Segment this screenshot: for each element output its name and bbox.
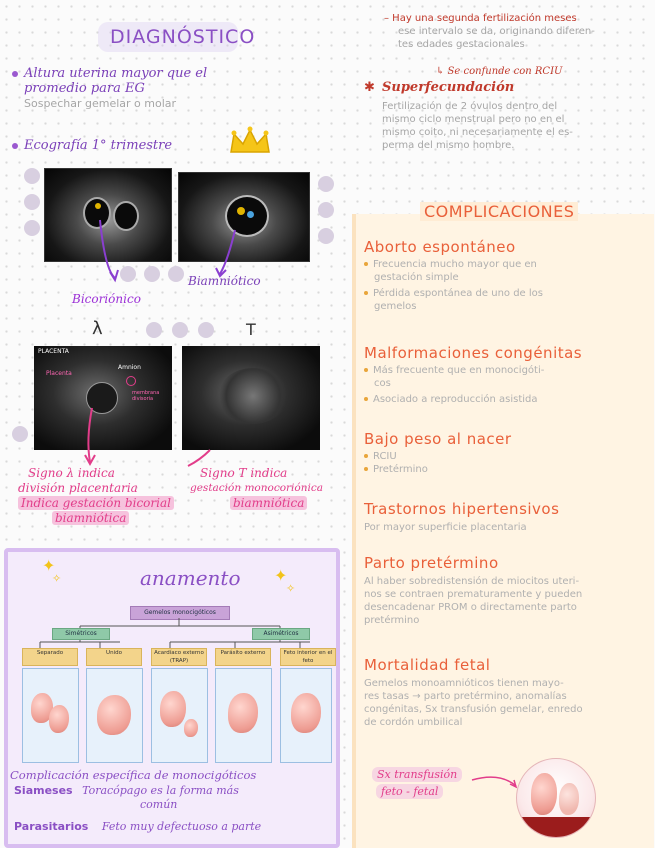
section-line: Por mayor superficie placentaria: [364, 522, 527, 533]
section-bullet: Más frecuente que en monocigóti-: [373, 365, 545, 376]
star-icon: ✱: [364, 80, 375, 95]
section-line: congénitas, Sx transfusión gemelar, enredo: [364, 704, 583, 715]
lambda-line: Signo λ indica: [28, 466, 115, 480]
bullet-dot: [364, 262, 368, 266]
tree-leaf: Feto interior en el feto: [280, 648, 336, 666]
siameses-label: Siameses: [14, 784, 73, 797]
deco-blob: [12, 426, 28, 442]
sign-lambda: λ: [92, 318, 103, 339]
transfusion-line: Sx transfusión: [372, 767, 462, 782]
tree-leaf: Acardíaco externo (TRAP): [151, 648, 207, 666]
comp-section-pretermino: [364, 554, 644, 627]
siameses-text: Toracópago es la forma más: [82, 784, 239, 797]
section-heading: Parto pretérmino: [364, 554, 499, 572]
bullet-altura: [12, 66, 207, 111]
embryo-figure: [184, 719, 198, 737]
transfusion-line: feto - fetal: [376, 784, 443, 799]
deco-blob: [24, 168, 40, 184]
superf-line: Fertilización de 2 óvulos dentro del: [382, 101, 558, 112]
parasitos-text: Feto muy defectuoso a parte: [101, 820, 262, 833]
us-label: membrana divisoria: [132, 390, 160, 402]
section-bullet-cont: gestación simple: [374, 272, 459, 283]
section-heading: Bajo peso al nacer: [364, 430, 512, 448]
dash-line: ese intervalo se da, originando diferen-: [398, 26, 595, 37]
section-line: Gemelos monoamnióticos tienen mayo-: [364, 678, 564, 689]
deco-blob: [198, 322, 214, 338]
tree-mid-right: Asimétricos: [252, 628, 310, 640]
embryo-panel: [86, 668, 143, 763]
label-biamniotico: Biamniótico: [188, 274, 261, 288]
embryo-figure: [291, 693, 321, 733]
superf-line: mismo ciclo menstrual pero no en el: [382, 114, 565, 125]
sparkle-icon: ✦: [42, 556, 56, 575]
section-bullet: Asociado a reproducción asistida: [373, 394, 538, 405]
lambda-line: división placentaria: [18, 481, 138, 495]
arrow-note: ↳ Se confunde con RCIU: [436, 66, 563, 77]
section-line: desencadenar PROM o directamente parto: [364, 602, 577, 613]
section-line: nos se contraen prematuramente y pueden: [364, 589, 583, 600]
deco-blob: [318, 202, 334, 218]
lambda-explanation: [18, 466, 174, 526]
section-line: de cordón umbilical: [364, 717, 463, 728]
embryo-panel: [215, 668, 272, 763]
deco-blob: [24, 220, 40, 236]
section-line: Al haber sobredistensión de miocitos uteri-: [364, 576, 580, 587]
bullet-dot: [364, 467, 368, 471]
section-bullet: Frecuencia mucho mayor que en: [373, 259, 537, 270]
superf-line: mismo coito, ni necesariamente el es-: [382, 127, 573, 138]
section-line: pretérmino: [364, 615, 420, 626]
deco-blob: [318, 176, 334, 192]
tree-mid-left: Simétricos: [52, 628, 110, 640]
deco-blob: [146, 322, 162, 338]
superf-line: perma del mismo hombre.: [382, 140, 515, 151]
comp-section-malformaciones: [364, 344, 644, 406]
lambda-line: Indica gestación bicorial: [18, 496, 174, 510]
complicaciones-title: COMPLICACIONES: [420, 202, 578, 221]
superfecundacion-title: Superfecundación: [382, 80, 515, 95]
embryo-panel: [22, 668, 79, 763]
comp-section-bajo-peso: [364, 430, 644, 476]
crown-icon: [228, 126, 272, 156]
t-explanation: [190, 466, 323, 511]
sign-t: T: [246, 320, 256, 339]
dash-line: – Hay una segunda fertilización meses: [384, 13, 577, 24]
bullet-dot: [12, 71, 18, 77]
dash-note: [384, 12, 595, 51]
us-label: Placenta: [46, 370, 72, 377]
sparkle-icon: ✦: [274, 566, 288, 585]
section-heading: Aborto espontáneo: [364, 238, 516, 256]
arrow-to-image: [470, 766, 520, 796]
tree-leaf: Parásito externo: [215, 648, 271, 666]
altura-line2: promedio para EG: [24, 81, 145, 96]
section-line: res tasas → parto pretérmino, anomalías: [364, 691, 567, 702]
us-label: Amnion: [118, 364, 141, 371]
deco-blob: [318, 228, 334, 244]
sparkle-icon: ✧: [52, 572, 62, 585]
deco-blob: [172, 322, 188, 338]
label-bicorionico: Bicoriónico: [72, 292, 141, 306]
ecografia-text: Ecografía 1° trimestre: [24, 138, 173, 153]
transfusion-label: [372, 766, 462, 800]
comp-section-hipertensivos: [364, 500, 644, 534]
section-heading: Trastornos hipertensivos: [364, 500, 560, 518]
sparkle-icon: ✧: [286, 582, 296, 595]
anamento-footer: Complicación específica de monocigóticos: [10, 768, 257, 782]
tree-leaf: Unido: [86, 648, 142, 666]
section-bullet: Pretérmino: [373, 464, 428, 475]
siameses-block: [14, 784, 239, 812]
embryo-figure: [559, 783, 579, 815]
embryo-figure: [97, 695, 131, 735]
embryo-figure: [49, 705, 69, 733]
bullet-dot: [12, 143, 18, 149]
section-heading: Mortalidad fetal: [364, 656, 491, 674]
bullet-ecografia: [12, 138, 172, 153]
embryo-panel: [151, 668, 208, 763]
embryo-figure: [228, 693, 258, 733]
dash-line: tes edades gestacionales: [398, 39, 525, 50]
tree-root: Gemelos monocigóticos: [130, 606, 230, 620]
deco-blob: [168, 266, 184, 282]
section-bullet: RCIU: [373, 451, 397, 462]
parasitos-label: Parasitarios: [14, 820, 89, 833]
deco-blob: [144, 266, 160, 282]
lambda-line: biamniótica: [52, 511, 129, 525]
altura-line1: Altura uterina mayor que el: [24, 66, 208, 81]
embryo-panel: [280, 668, 332, 763]
embryo-figure: [160, 691, 186, 727]
deco-blob: [120, 266, 136, 282]
comp-section-aborto: [364, 238, 644, 313]
bullet-dot: [364, 397, 368, 401]
us-label: PLACENTA: [38, 348, 69, 355]
bullet-dot: [364, 368, 368, 372]
section-bullet: Pérdida espontánea de uno de los: [373, 288, 543, 299]
t-line: biamniótica: [230, 496, 307, 510]
altura-line3: Sospechar gemelar o molar: [24, 97, 177, 110]
comp-section-mortalidad: [364, 656, 644, 729]
bullet-dot: [364, 291, 368, 295]
t-line: Signo T indica: [200, 466, 288, 480]
parasitos-block: [14, 820, 261, 833]
arrows-row2: [60, 380, 300, 480]
embryo-figure: [531, 773, 557, 815]
placenta-shape: [517, 817, 595, 837]
deco-blob: [24, 194, 40, 210]
superfecundacion-body: [382, 100, 573, 152]
tree-leaf: Separado: [22, 648, 78, 666]
anamento-title: anamento: [140, 566, 241, 590]
twin-transfusion-image: [516, 758, 596, 838]
diagnostico-title: DIAGNÓSTICO: [110, 26, 256, 48]
siameses-text2: común: [140, 798, 178, 811]
section-heading: Malformaciones congénitas: [364, 344, 583, 362]
section-bullet-cont: gemelos: [374, 301, 417, 312]
bullet-dot: [364, 454, 368, 458]
section-bullet-cont: cos: [374, 378, 391, 389]
t-line: gestación monocoriónica: [190, 482, 323, 494]
